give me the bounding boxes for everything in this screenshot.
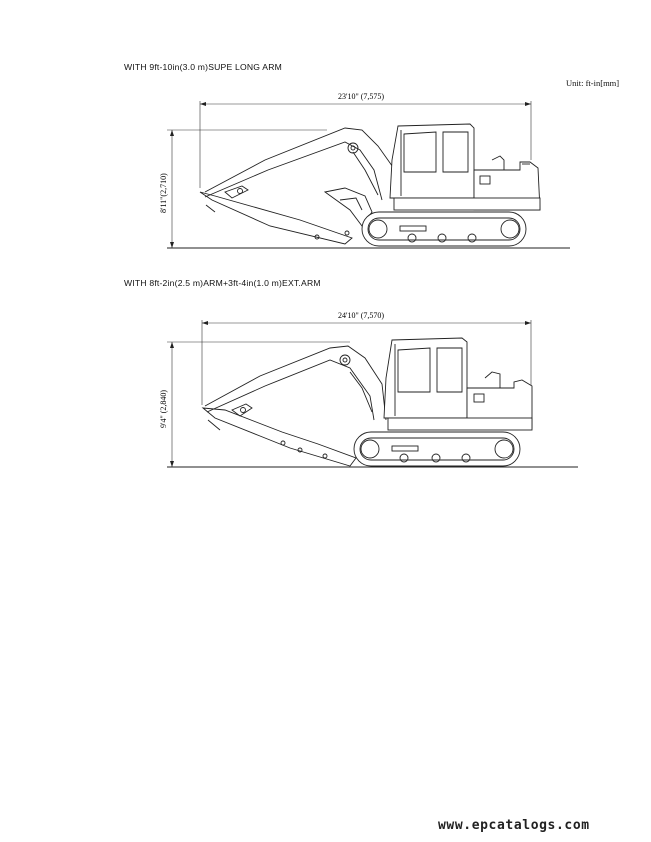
figure-2-drawing: [159, 311, 578, 467]
figure-1-length-dimension: 23'10" (7,575): [338, 92, 385, 101]
figure-1-height-dimension: 8'11"(2,710): [159, 173, 168, 213]
figure-2-height-dimension: 9'4" (2,840): [159, 389, 168, 428]
figure-2-length-dimension: 24'10" (7,570): [338, 311, 385, 320]
figure-2-caption: WITH 8ft-2in(2.5 m)ARM+3ft-4in(1.0 m)EXT.ARM: [124, 278, 321, 288]
figure-1-drawing: [159, 92, 570, 248]
figure-1-caption: WITH 9ft-10in(3.0 m)SUPE LONG ARM: [124, 62, 282, 72]
watermark: www.epcatalogs.com: [438, 818, 590, 833]
unit-label: Unit: ft-in[mm]: [566, 78, 620, 88]
